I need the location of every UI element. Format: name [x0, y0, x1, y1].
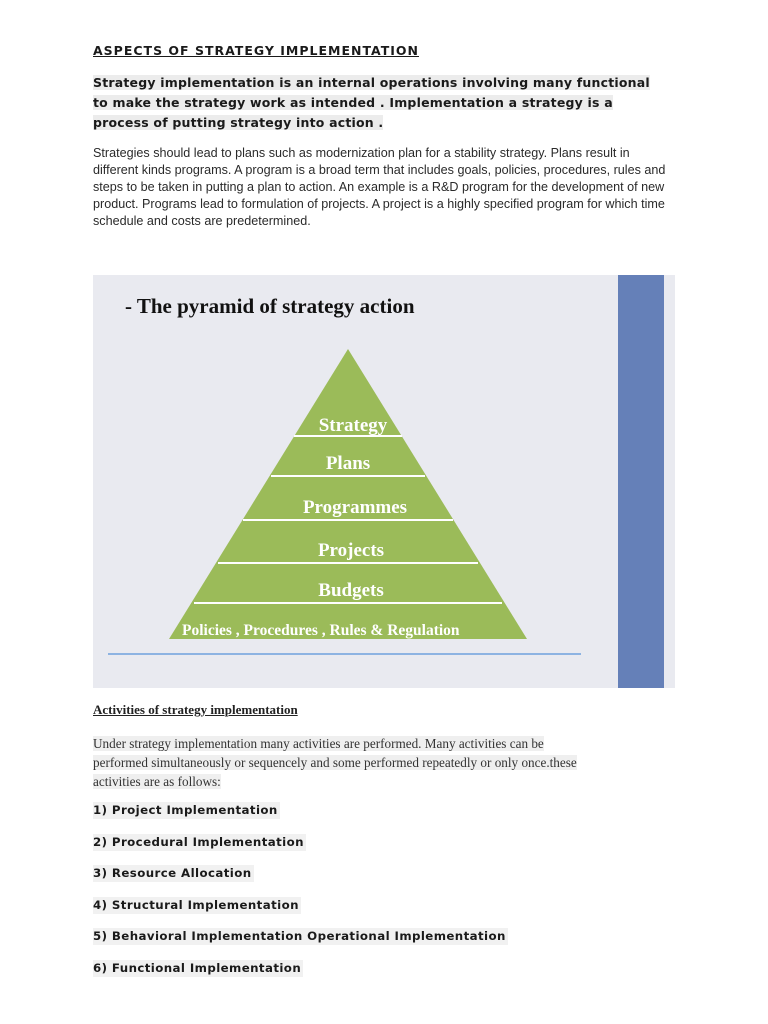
list-item [93, 835, 508, 867]
activities-intro-line: Under strategy implementation many activities are performed. Many activities can be [93, 736, 544, 751]
strategies-paragraph: Strategies should lead to plans such as modernization plan for a stability strategy. Plans result in different kinds programs. A program is a broad term that includes goals, policies, procedures, rules and steps to be taken in putting a plan to action. An example is a R&D program for the development of new product. Programs lead to formulation of projects. A project is a highly specified program for which time schedule and costs are predetermined. [93, 146, 666, 228]
pyramid-level-label: Policies , Procedures , Rules & Regulation [182, 622, 460, 639]
list-item-label: 3) Resource Allocation [93, 866, 252, 881]
pyramid-diagram [93, 275, 675, 688]
pyramid-level-label: Programmes [302, 497, 408, 518]
activities-intro-line: activities are as follows: [93, 774, 221, 789]
intro-line: to make the strategy work as intended . Implementation a strategy is a [93, 95, 613, 110]
intro-line: Strategy implementation is an internal operations involving many functional [93, 75, 650, 90]
list-item-label: 1) Project Implementation [93, 803, 278, 817]
pyramid-level-label: Projects [317, 540, 385, 561]
pyramid-level-label: Strategy [318, 415, 388, 436]
list-item-label: 4) Structural Implementation [93, 897, 299, 912]
figure-title: - The pyramid of strategy action [125, 294, 415, 318]
list-item [93, 961, 508, 993]
page-heading: ASPECTS OF STRATEGY IMPLEMENTATION [93, 43, 419, 58]
list-item [93, 929, 508, 961]
activities-intro [93, 734, 673, 791]
list-item [93, 898, 508, 930]
intro-line: process of putting strategy into action . [93, 115, 384, 130]
list-item-label: 2) Procedural Implementation [93, 834, 304, 849]
list-item-label: 5) Behavioral Implementation Operational Implementation [93, 929, 506, 944]
activities-intro-line: performed simultaneously or sequencely and some performed repeatedly or only once.these [93, 755, 577, 770]
pyramid-level-label: Budgets [318, 580, 384, 601]
list-item [93, 866, 508, 898]
pyramid-figure [93, 275, 675, 688]
activities-list [93, 803, 508, 993]
pyramid-level-label: Plans [325, 453, 371, 474]
intro-text [93, 73, 673, 133]
activities-heading: Activities of strategy implementation [93, 702, 298, 717]
list-item [93, 803, 508, 835]
list-item-label: 6) Functional Implementation [93, 960, 302, 975]
